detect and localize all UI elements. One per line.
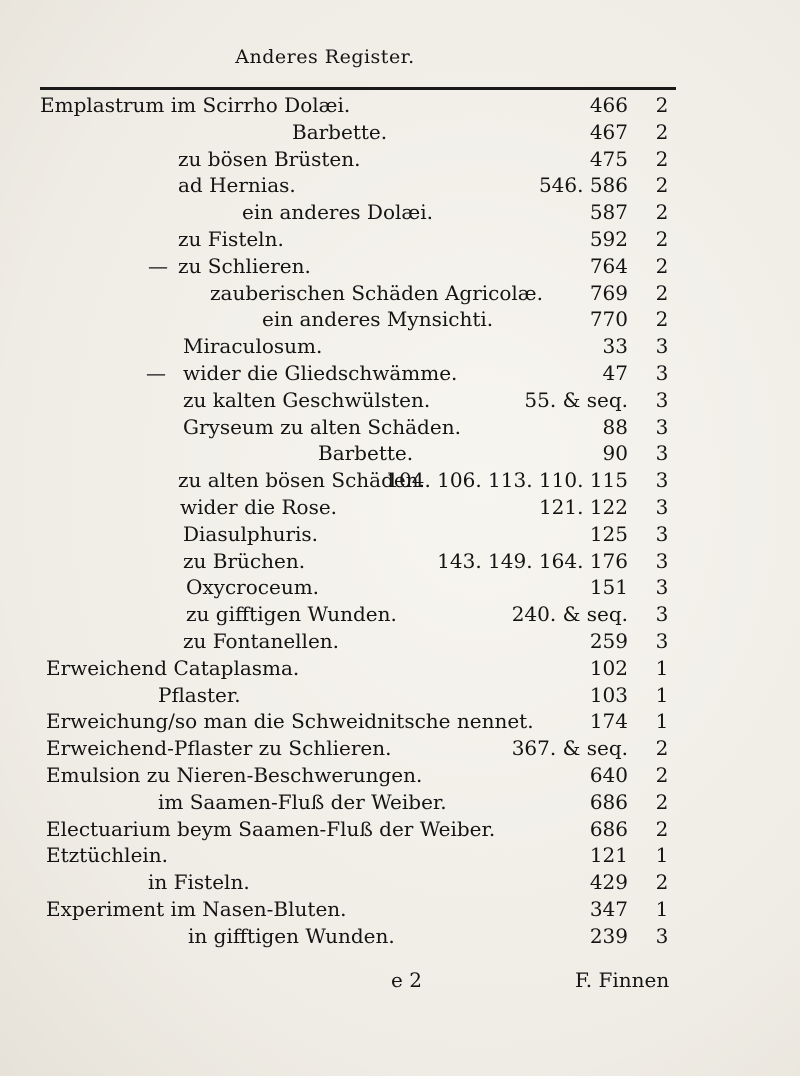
entry-page-ref: 592 xyxy=(589,226,628,251)
entry-label: Pflaster. xyxy=(158,682,241,707)
entry-volume: 2 xyxy=(655,762,669,787)
entry-volume: 1 xyxy=(655,896,669,921)
register-entry xyxy=(0,360,800,387)
entry-page-ref: 587 xyxy=(589,200,628,225)
entry-volume: 2 xyxy=(655,736,669,761)
entry-page-ref: 151 xyxy=(589,575,628,600)
entry-volume: 1 xyxy=(655,682,669,707)
register-entry xyxy=(0,682,800,709)
entry-volume: 3 xyxy=(655,575,669,600)
entry-label: wider die Gliedschwämme. xyxy=(183,360,458,385)
entry-page-ref: 466 xyxy=(589,93,628,117)
register-entry xyxy=(0,467,800,494)
entry-page-ref: 104. 106. 113. 110. 115 xyxy=(386,468,628,493)
entry-page-ref: 240. & seq. xyxy=(511,602,628,627)
entry-page-ref: 475 xyxy=(589,146,628,171)
entry-page-ref: 764 xyxy=(589,253,628,278)
register-entry xyxy=(0,333,800,360)
register-entry xyxy=(0,119,800,146)
entry-volume: 3 xyxy=(655,521,669,546)
entry-volume: 3 xyxy=(655,494,669,519)
entry-volume: 3 xyxy=(655,334,669,359)
register-entry xyxy=(0,708,800,735)
register-entries xyxy=(0,92,800,950)
register-entry xyxy=(0,280,800,307)
register-entry xyxy=(0,655,800,682)
register-entry xyxy=(0,816,800,843)
entry-volume: 2 xyxy=(655,173,669,198)
entry-page-ref: 769 xyxy=(589,280,628,305)
entry-label: ad Hernias. xyxy=(178,173,296,198)
entry-volume: 3 xyxy=(655,923,669,948)
register-entry xyxy=(0,226,800,253)
entry-label: zu Fisteln. xyxy=(178,226,284,251)
entry-volume: 2 xyxy=(655,280,669,305)
entry-label: Barbette. xyxy=(292,119,388,144)
entry-volume: 3 xyxy=(655,414,669,439)
entry-volume: 2 xyxy=(655,789,669,814)
register-entry xyxy=(0,628,800,655)
header-rule xyxy=(40,87,676,90)
entry-volume: 2 xyxy=(655,253,669,278)
entry-label: zu gifftigen Wunden. xyxy=(186,602,397,627)
entry-label: Erweichend-Pflaster zu Schlieren. xyxy=(46,736,392,761)
register-entry xyxy=(0,172,800,199)
entry-page-ref: 259 xyxy=(589,628,628,653)
entry-page-ref: 143. 149. 164. 176 xyxy=(437,548,628,573)
entry-label: zu alten bösen Schäden. xyxy=(178,468,425,493)
entry-page-ref: 640 xyxy=(589,762,628,787)
entry-volume: 2 xyxy=(655,816,669,841)
entry-label: zu kalten Geschwülsten. xyxy=(183,387,431,412)
entry-label: Electuarium beym Saamen-Fluß der Weiber. xyxy=(46,816,496,841)
entry-label: zauberischen Schäden Agricolæ. xyxy=(210,280,543,305)
entry-label: wider die Rose. xyxy=(180,494,338,519)
entry-page-ref: 102 xyxy=(589,655,628,680)
entry-volume: 1 xyxy=(655,709,669,734)
entry-label: ein anderes Mynsichti. xyxy=(262,307,494,332)
register-entry xyxy=(0,548,800,575)
entry-volume: 2 xyxy=(655,870,669,895)
entry-label: Experiment im Nasen-Bluten. xyxy=(46,896,347,921)
entry-label: Erweichend Cataplasma. xyxy=(46,655,300,680)
register-entry xyxy=(0,414,800,441)
entry-page-ref: 88 xyxy=(602,414,628,439)
register-entry xyxy=(0,521,800,548)
entry-volume: 2 xyxy=(655,146,669,171)
entry-volume: 3 xyxy=(655,360,669,385)
entry-page-ref: 121. 122 xyxy=(538,494,628,519)
register-entry xyxy=(0,735,800,762)
entry-volume: 2 xyxy=(655,307,669,332)
register-entry xyxy=(0,842,800,869)
register-entry xyxy=(0,253,800,280)
entry-volume: 1 xyxy=(655,843,669,868)
entry-page-ref: 770 xyxy=(589,307,628,332)
entry-page-ref: 55. & seq. xyxy=(524,387,628,412)
entry-page-ref: 686 xyxy=(589,789,628,814)
entry-volume: 1 xyxy=(655,655,669,680)
entry-label: in Fisteln. xyxy=(148,870,250,895)
register-entry xyxy=(0,762,800,789)
entry-label: Barbette. xyxy=(318,441,414,466)
ditto-dash: — xyxy=(148,253,168,278)
register-entry xyxy=(0,199,800,226)
entry-page-ref: 90 xyxy=(602,441,628,466)
register-entry xyxy=(0,146,800,173)
register-entry xyxy=(0,601,800,628)
entry-label: Emplastrum im Scirrho Dolæi. xyxy=(40,93,351,117)
register-entry xyxy=(0,896,800,923)
entry-label: Etztüchlein. xyxy=(46,843,169,868)
register-entry xyxy=(0,789,800,816)
entry-label: Erweichung/so man die Schweidnitsche nennet. xyxy=(46,709,534,734)
register-entry xyxy=(0,869,800,896)
register-entry xyxy=(0,306,800,333)
entry-volume: 3 xyxy=(655,602,669,627)
register-entry xyxy=(0,923,800,950)
entry-volume: 2 xyxy=(655,200,669,225)
entry-label: in gifftigen Wunden. xyxy=(188,923,395,948)
register-entry xyxy=(0,387,800,414)
entry-page-ref: 174 xyxy=(589,709,628,734)
entry-volume: 3 xyxy=(655,387,669,412)
register-entry xyxy=(0,494,800,521)
entry-label: zu Brüchen. xyxy=(183,548,306,573)
entry-page-ref: 467 xyxy=(589,119,628,144)
ditto-dash: — xyxy=(146,360,166,385)
entry-page-ref: 121 xyxy=(589,843,628,868)
entry-volume: 3 xyxy=(655,548,669,573)
signature-mark: e 2 xyxy=(391,968,422,992)
entry-label: zu bösen Brüsten. xyxy=(178,146,361,171)
entry-page-ref: 239 xyxy=(589,923,628,948)
entry-volume: 3 xyxy=(655,628,669,653)
entry-volume: 3 xyxy=(655,468,669,493)
entry-page-ref: 103 xyxy=(589,682,628,707)
page-header-title: Anderes Register. xyxy=(235,46,415,68)
entry-label: zu Schlieren. xyxy=(178,253,311,278)
entry-page-ref: 47 xyxy=(602,360,628,385)
register-entry xyxy=(0,574,800,601)
entry-page-ref: 347 xyxy=(589,896,628,921)
entry-label: Diasulphuris. xyxy=(183,521,319,546)
entry-label: Miraculosum. xyxy=(183,334,323,359)
entry-label: im Saamen-Fluß der Weiber. xyxy=(158,789,447,814)
entry-page-ref: 429 xyxy=(589,870,628,895)
entry-page-ref: 125 xyxy=(589,521,628,546)
entry-volume: 3 xyxy=(655,441,669,466)
entry-label: Oxycroceum. xyxy=(186,575,320,600)
entry-label: Gryseum zu alten Schäden. xyxy=(183,414,461,439)
register-entry xyxy=(0,92,800,119)
entry-page-ref: 33 xyxy=(602,334,628,359)
entry-page-ref: 546. 586 xyxy=(538,173,628,198)
entry-volume: 2 xyxy=(655,93,669,117)
entry-page-ref: 686 xyxy=(589,816,628,841)
entry-label: ein anderes Dolæi. xyxy=(242,200,433,225)
entry-label: Emulsion zu Nieren-Beschwerungen. xyxy=(46,762,423,787)
catchword: F. Finnen xyxy=(575,968,670,992)
register-entry xyxy=(0,440,800,467)
entry-label: zu Fontanellen. xyxy=(183,628,340,653)
entry-volume: 2 xyxy=(655,119,669,144)
entry-volume: 2 xyxy=(655,226,669,251)
entry-page-ref: 367. & seq. xyxy=(511,736,628,761)
